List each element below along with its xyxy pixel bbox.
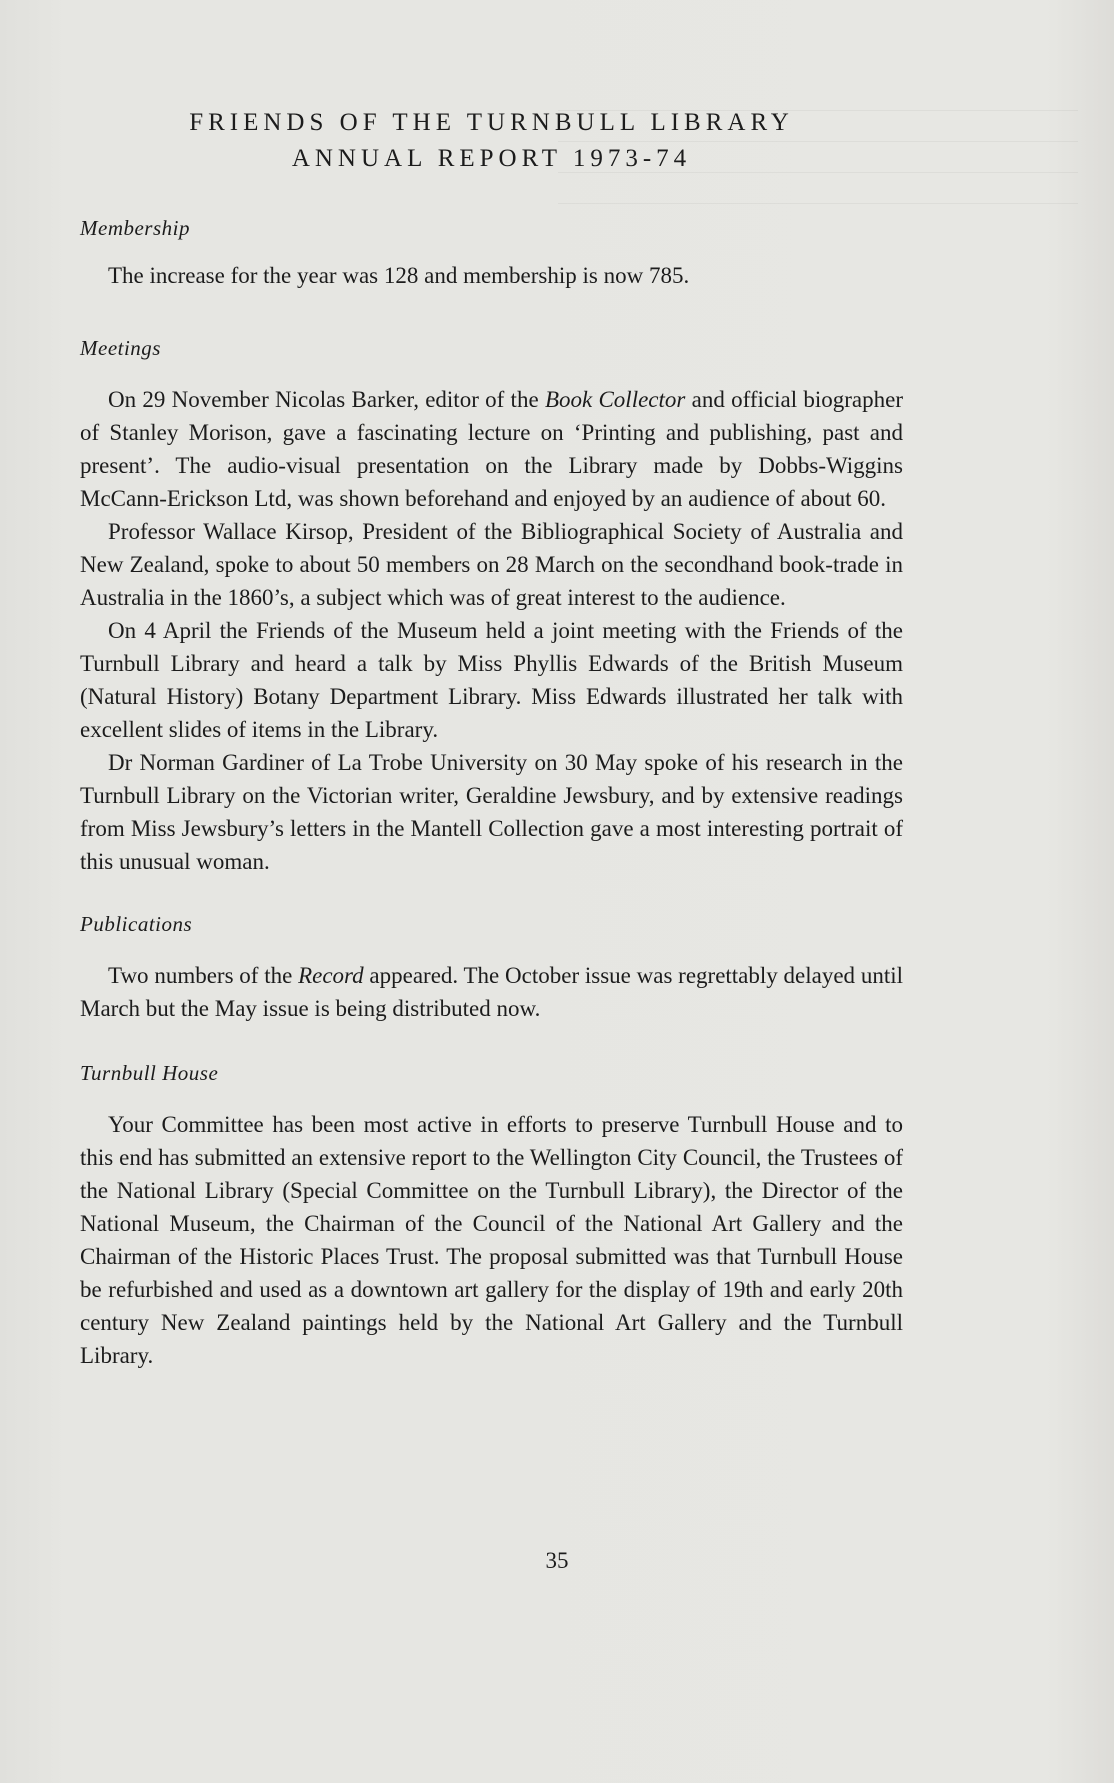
- document-body: [80, 104, 903, 1372]
- page-number: 35: [545, 1548, 569, 1573]
- book-collector-title: Book Collector: [544, 387, 686, 412]
- turnbull-house-heading: Turnbull House: [80, 1061, 219, 1085]
- publications-text-b: appeared. The October issue was regrettably delayed until March but the May issue is being distributed now.: [80, 963, 903, 1021]
- meetings-paragraph-2: Professor Wallace Kirsop, President of the Bibliographical Society of Australia and New Zealand, spoke to about 50 members on 28 March on the secondhand book-trade in Australia in the 1860’s, a subject which was of great interest to the audience.: [80, 519, 903, 610]
- publications-heading: Publications: [80, 912, 193, 936]
- page-subtitle: ANNUAL REPORT 1973-74: [291, 145, 692, 172]
- membership-heading: Membership: [80, 216, 190, 240]
- meetings-heading: Meetings: [80, 336, 161, 360]
- meetings-paragraph-1: [80, 383, 903, 515]
- meetings-paragraph-4: Dr Norman Gardiner of La Trobe University on 30 May spoke of his research in the Turnbull Library on the Victorian writer, Geraldine Jewsbury, and by extensive readings from Miss Jewsbury’s letters in the Mantell Collection gave a most interesting portrait of this unusual woman.: [80, 750, 903, 874]
- publications-text-a: Two numbers of the: [108, 963, 299, 988]
- turnbull-house-paragraph: Your Committee has been most active in efforts to preserve Turnbull House and to this end has submitted an extensive report to the Wellington City Council, the Trustees of the National Library (Special Committee on the Turnbull Library), the Director of the National Museum, the Chairman of the Council of the National Art Gallery and the Chairman of the Historic Places Trust. The proposal submitted was that Turnbull House be refurbished and used as a downtown art gallery for the display of 19th and early 20th century New Zealand paintings held by the National Art Gallery and the Turnbull Library.: [80, 1112, 903, 1368]
- meetings-p1-text-a: On 29 November Nicolas Barker, editor of the: [108, 387, 545, 412]
- meetings-p1-text-b: and official biographer of Stanley Morison, gave a fascinating lecture on ‘Printing and publishing, past and present’. The audio-visual presentation on the Library made by Dobbs-Wiggins McCann-Erickson Ltd, was shown beforehand and enjoyed by an audience of about 60.: [80, 387, 904, 511]
- meetings-paragraph-3: On 4 April the Friends of the Museum held a joint meeting with the Friends of the Turnbull Library and heard a talk by Miss Phyllis Edwards of the British Museum (Natural History) Botany Department Library. Miss Edwards illustrated her talk with excellent slides of items in the Library.: [80, 618, 903, 742]
- page-title: FRIENDS OF THE TURNBULL LIBRARY: [189, 109, 794, 136]
- publications-paragraph: [80, 959, 903, 1025]
- record-title: Record: [298, 963, 364, 988]
- membership-paragraph: The increase for the year was 128 and membership is now 785.: [108, 263, 690, 288]
